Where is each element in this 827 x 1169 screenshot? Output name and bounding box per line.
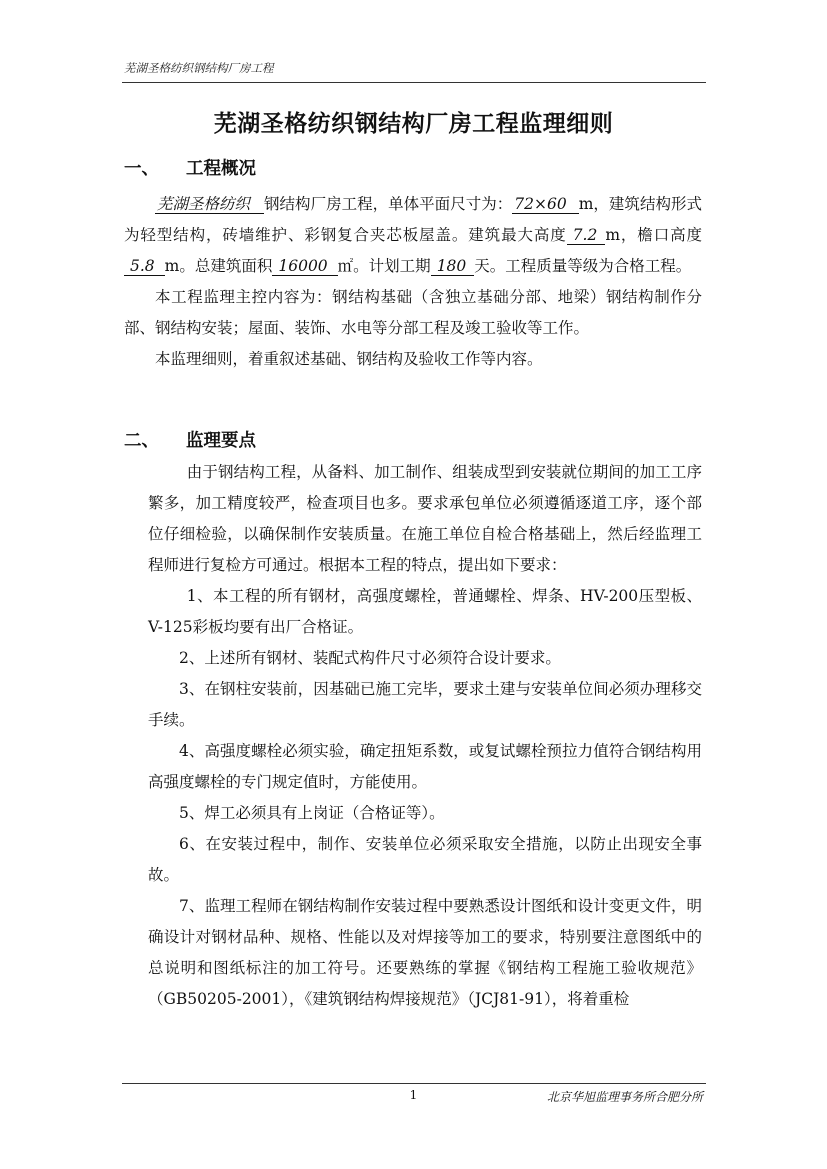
requirement-item: 7、监理工程师在钢结构制作安装过程中要熟悉设计图纸和设计变更文件，明确设计对钢材品种、规格、性能以及对焊接等加工的要求，特别要注意图纸中的总说明和图纸标注的加工符号。还要熟练的掌握《钢结构工程施工验收规范》（GB50205-2001），《建筑钢结构焊接规范》（JCJ81-91），将着重检 [148,897,702,1008]
total-area: 16000 [272,257,337,276]
project-name: 芜湖圣格纺织 [155,195,264,214]
section-1-heading [124,155,256,180]
overview-text-2: m，建筑结构形式为轻型结构，砖墙维护、彩钢复合夹芯板屋盖。建筑最大高度 [124,195,702,244]
overview-paragraph [124,189,702,282]
overview-text-1: 钢结构厂房工程，单体平面尺寸为： [264,195,513,213]
footer-divider [122,1083,706,1084]
requirement-item: 1、本工程的所有钢材，高强度螺栓，普通螺栓、焊条、HV-200压型板、V-125彩板均要有出厂合格证。 [148,587,702,636]
overview-text-6: 天。工程质量等级为合格工程。 [474,257,692,275]
section-1-body [124,189,702,375]
eave-height: 5.8 [124,257,165,276]
planned-duration: 180 [431,257,475,276]
document-title: 芜湖圣格纺织钢结构厂房工程监理细则 [213,110,614,137]
scope-paragraph: 本工程监理主控内容为：钢结构基础（含独立基础分部、地梁）钢结构制作分部、钢结构安装；屋面、装饰、水电等分部工程及竣工验收等工作。 [124,288,702,337]
section-2-body [148,457,702,1015]
max-height: 7.2 [567,226,606,245]
plan-dimension: 72×60 [512,195,578,214]
overview-text-3: m，檐口高度 [605,226,702,244]
requirements-intro: 由于钢结构工程，从备料、加工制作、组装成型到安装就位期间的加工工序繁多，加工精度较严，检查项目也多。要求承包单位必须遵循逐道工序，逐个部位仔细检验，以确保制作安装质量。在施工单位自检合格基础上，然后经监理工程师进行复检方可通过。根据本工程的特点，提出如下要求： [148,463,702,574]
requirement-item: 4、高强度螺栓必须实验，确定扭矩系数，或复试螺栓预拉力值符合钢结构用高强度螺栓的专门规定值时，方能使用。 [148,742,702,791]
requirement-item: 5、焊工必须具有上岗证（合格证等）。 [179,804,445,822]
requirement-item: 6、在安装过程中，制作、安装单位必须采取安全措施，以防止出现安全事故。 [148,835,702,884]
running-header: 芜湖圣格纺织钢结构厂房工程 [124,61,274,75]
requirement-item: 3、在钢柱安装前，因基础已施工完毕，要求土建与安装单位间必须办理移交手续。 [148,680,702,729]
footer-organization: 北京华旭监理事务所合肥分所 [546,1090,703,1104]
section-2-number: 二、 [124,431,159,451]
overview-text-5: ㎡。计划工期 [337,257,431,275]
section-1-title: 工程概况 [186,159,256,179]
overview-text-4: m。总建筑面积 [164,257,273,275]
section-1-number: 一、 [124,159,159,179]
requirement-item: 2、上述所有钢材、装配式构件尺寸必须符合设计要求。 [179,649,561,667]
page-number: 1 [409,1088,418,1102]
header-divider [122,82,706,83]
section-2-heading [124,427,256,452]
section-2-title: 监理要点 [186,431,256,451]
focus-paragraph: 本监理细则，着重叙述基础、钢结构及验收工作等内容。 [155,350,543,368]
